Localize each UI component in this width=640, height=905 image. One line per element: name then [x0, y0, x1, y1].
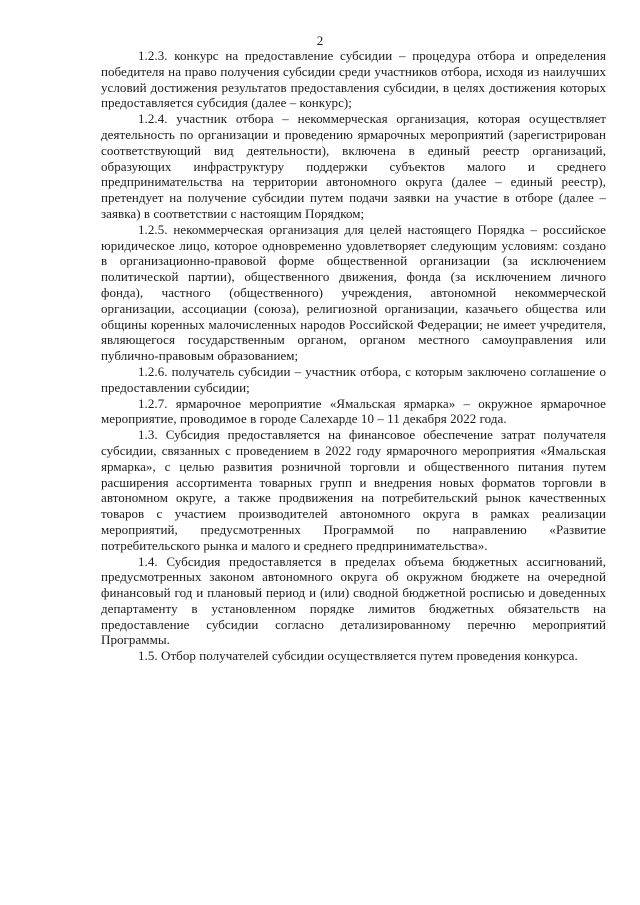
paragraph-1-2-6: 1.2.6. получатель субсидии – участник отбора, с которым заключено соглашение о предоставлении субсидии; — [101, 363, 606, 395]
paragraph-1-3: 1.3. Субсидия предоставляется на финансовое обеспечение затрат получателя субсидии, связанных с проведением в 2022 году ярмарочного мероприятия «Ямальская ярмарка», с целью развития розничной торговли и общественного питания путем расширения ассортимента товарных групп и внедрения новых форматов торговли в автономном округе, а также продвижения на потребительский рынок качественных товаров с участием производителей автономного округа в рамках реализации мероприятий, предусмотренных Программой по направлению «Развитие потребительского рынка и малого и среднего предпринимательства». — [101, 427, 606, 553]
paragraph-1-4: 1.4. Субсидия предоставляется в пределах объема бюджетных ассигнований, предусмотренных законом автономного округа об окружном бюджете на очередной финансовый год и плановый период и (или) сводной бюджетной росписью и доведенных департаменту в установленном порядке лимитов бюджетных обязательств на предоставление субсидии согласно детализированному перечню мероприятий Программы. — [101, 553, 606, 648]
paragraph-1-2-7: 1.2.7. ярмарочное мероприятие «Ямальская ярмарка» – окружное ярмарочное мероприятие, проводимое в городе Салехарде 10 – 11 декабря 2022 года. — [101, 395, 606, 427]
paragraph-1-2-5: 1.2.5. некоммерческая организация для целей настоящего Порядка – российское юридическое лицо, которое одновременно удовлетворяет следующим условиям: создано в организационно-правовой форме общественной организации (за исключением политической партии), общественного движения, фонда (за исключением личного фонда), частного (общественного) учреждения, автономной некоммерческой организации, ассоциации (союза), религиозной организации, казачьего общества или общины коренных малочисленных народов Российской Федерации; не имеет учредителя, являющегося государственным органом, органом местного самоуправления или публично-правовым образованием; — [101, 221, 606, 364]
paragraph-1-2-4: 1.2.4. участник отбора – некоммерческая организация, которая осуществляет деятельность по организации и проведению ярмарочных мероприятий (зарегистрирован соответствующий вид деятельности), включена в единый реестр организаций, образующих инфраструктуру поддержки субъектов малого и среднего предпринимательства на территории автономного округа (далее – единый реестр), претендует на получение субсидии путем подачи заявки на участие в отборе (далее – заявка) в соответствии с настоящим Порядком; — [101, 111, 606, 221]
page-number: 2 — [316, 33, 324, 48]
paragraph-1-2-3: 1.2.3. конкурс на предоставление субсидии – процедура отбора и определения победителя на право получения субсидии среди участников отбора, исходя из наилучших условий достижения результатов предоставления субсидии, в целях достижения которых предоставляется субсидия (далее – конкурс); — [101, 48, 606, 111]
paragraph-1-5: 1.5. Отбор получателей субсидии осуществляется путем проведения конкурса. — [138, 648, 578, 664]
document-body — [101, 48, 606, 664]
